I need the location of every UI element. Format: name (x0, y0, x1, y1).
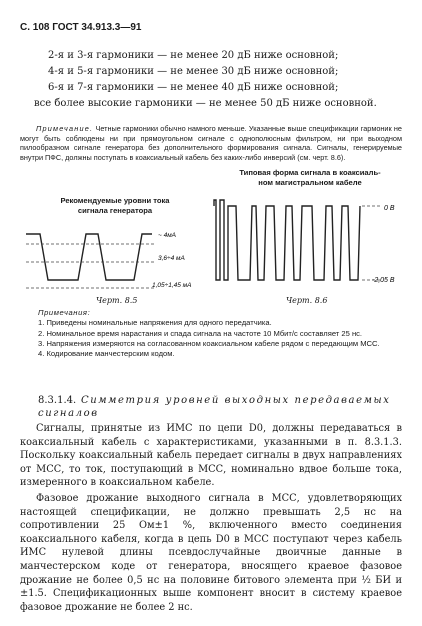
body-paragraph-1: Сигналы, принятые из ИМС по цепи D0, должны передаваться в коаксиальный кабель с характеристиками, указанными в п. 8.3.1.3. Поскольку коаксиальный кабель передает сигналы в двух направлениях от МСС, то ток, поступающий в МСС, номинально вдвое больше тока, измеренного в коаксиальном кабеле. (20, 423, 402, 489)
harmonic-line-3: 6-я и 7-я гармоники — не менее 40 дБ ниже основной; (48, 82, 339, 93)
fig86-label-top: 0 В (384, 205, 395, 212)
fig86-label-bot: -2,05 В (372, 277, 395, 284)
fig86-title-line2: ном магистральном кабеле (258, 178, 362, 187)
section-heading (38, 394, 402, 420)
fig86-title-line1: Типовая форма сигнала в коаксиаль- (239, 168, 381, 177)
note-paragraph (20, 124, 402, 162)
fig85-label-bot: 1,05÷1,45 мА (152, 282, 192, 289)
harmonic-line-2: 4-я и 5-я гармоники — не менее 30 дБ ниже основной; (48, 66, 339, 77)
notes-item-1: 1. Приведены номинальные напряжения для одного передатчика. (38, 318, 272, 328)
fig85-caption: Черт. 8.5 (96, 296, 138, 305)
page-header: С. 108 ГОСТ 34.913.3—91 (20, 22, 142, 33)
fig85-title-line2: сигнала генератора (77, 206, 153, 215)
fig85-title (30, 196, 200, 216)
notes-item-2: 2. Номинальное время нарастания и спада сигнала на частоте 10 Мбит/с составляет 25 нс. (38, 328, 363, 338)
note-text: Четные гармоники обычно намного меньше. Указанные выше спецификации гармоник не могут быть соблюдены ни при прямоугольном сигнале с однополюсным фильтром, ни при выходном пилообразном сигнале генератора без дополнительного формирования сигнала. Сигналы, генерируемые внутри ПФС, должны поступать в коаксиальный кабель без каких-либо инверсий (см. черт. 8.6). (20, 124, 402, 162)
fig86-waveform (212, 196, 412, 292)
section-title: Симметрия уровней выходных передаваемых сигналов (38, 395, 391, 419)
note-label: Примечание. (36, 124, 94, 133)
notes-list (38, 308, 402, 359)
fig85-title-line1: Рекомендуемые уровни тока (60, 196, 170, 205)
notes-heading: Примечания: (38, 308, 91, 317)
fig85-waveform (26, 222, 206, 294)
fig85-label-mid: 3,6÷4 мА (158, 255, 185, 262)
section-number: 8.3.1.4. (38, 395, 77, 406)
notes-item-4: 4. Кодирование манчестерским кодом. (38, 349, 175, 359)
harmonic-line-4: все более высокие гармоники — не менее 50 дБ ниже основной. (34, 98, 377, 109)
fig86-title (220, 168, 400, 188)
notes-item-3: 3. Напряжения измеряются на согласованном коаксиальном кабеле рядом с передающим МСС. (38, 338, 380, 348)
harmonic-line-1: 2-я и 3-я гармоники — не менее 20 дБ ниже основной; (48, 50, 339, 61)
fig86-caption: Черт. 8.6 (286, 296, 328, 305)
fig85-label-top: ~ 4мА (158, 232, 177, 239)
fig86-trace (214, 200, 360, 280)
fig85-trace (26, 234, 152, 280)
body-paragraph-2: Фазовое дрожание выходного сигнала в МСС, удовлетворяющих настоящей спецификации, не должно превышать 2,5 нс на сопротивлении 25 Ом±1 %, включенного вместо соединения коаксиального кабеля, когда в цепь D0 в МСС поступают через кабель ИМС нулевой длины псевдослучайные двоичные данные в манчестерском коде от генератора, вносящего краевое фазовое дрожание не более 0,5 нс на половине битового элемента при ½ БИ и ±1.5. Спецификационных выше компонент вносит в систему краевое фазовое дрожание не более 2 нс. (20, 493, 402, 613)
